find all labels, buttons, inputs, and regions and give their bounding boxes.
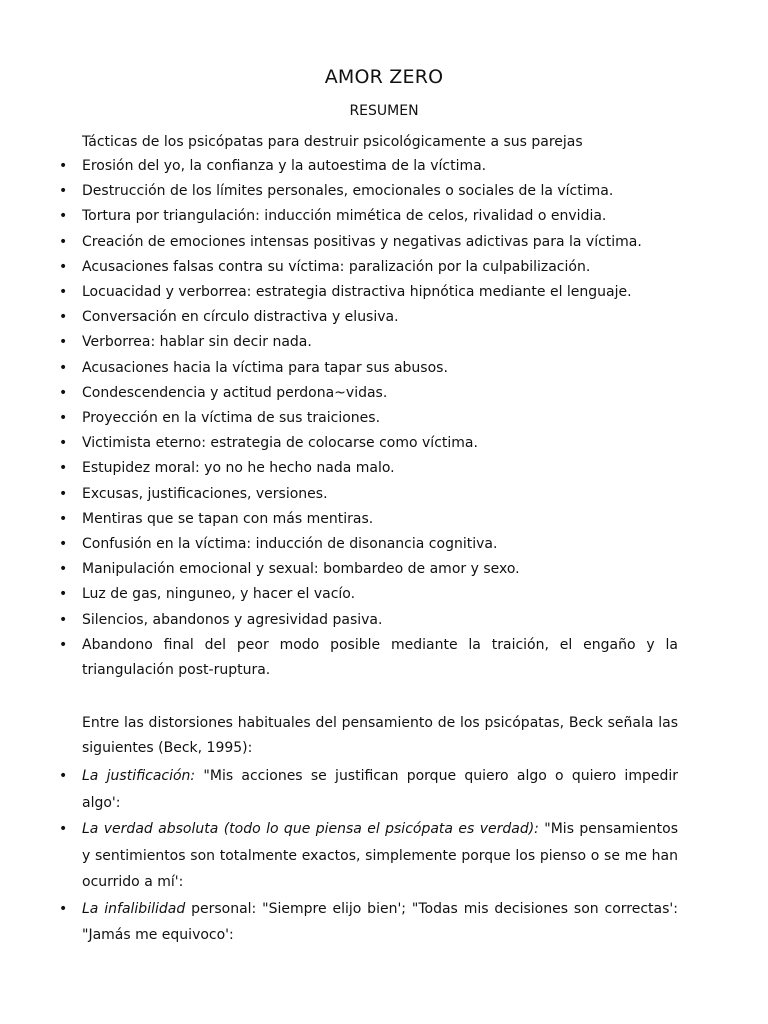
document-subtitle: RESUMEN <box>349 103 419 119</box>
list-item-text: Confusión en la víctima: inducción de disonancia cognitiva. <box>82 536 498 553</box>
list-item-text <box>82 763 678 816</box>
list-item-text: Conversación en círculo distractiva y elusiva. <box>82 309 399 326</box>
bullet-icon: • <box>59 183 68 200</box>
list-item-text: Destrucción de los límites personales, emocionales o sociales de la víctima. <box>82 183 614 200</box>
list-item-text: Condescendencia y actitud perdona~vidas. <box>82 384 388 401</box>
bullet-icon: • <box>59 334 68 351</box>
list-item <box>0 896 678 949</box>
item-description: "Mis pensamientos y sentimientos son totalmente exactos, simplemente porque los pienso o se me han ocurrido a mí': <box>82 821 678 890</box>
list-item-text: Excusas, justificaciones, versiones. <box>82 485 328 502</box>
list-item-text: Mentiras que se tapan con más mentiras. <box>82 510 374 527</box>
list-item-text: Abandono final del peor modo posible mediante la traición, el engaño y la triangulación post-ruptura. <box>82 636 678 679</box>
list-item-text: Luz de gas, ninguneo, y hacer el vacío. <box>82 586 356 603</box>
list-item <box>0 330 678 355</box>
italic-term: La verdad absoluta (todo lo que piensa el psicópata es verdad): <box>82 821 539 837</box>
bullet-icon: • <box>59 284 68 301</box>
bullet-icon: • <box>59 359 68 376</box>
bullet-icon: • <box>59 435 68 452</box>
list-item-text: Silencios, abandonos y agresividad pasiva. <box>82 611 383 628</box>
italic-term: La infalibilidad <box>82 900 186 917</box>
list-item <box>0 280 678 305</box>
list-item <box>0 532 678 557</box>
italic-term: La justificación: <box>82 768 196 784</box>
bullet-icon: • <box>59 636 68 653</box>
list-item-text: Victimista eterno: estrategia de colocarse como víctima. <box>82 435 478 452</box>
bullet-icon: • <box>59 208 68 225</box>
list-item <box>0 482 678 507</box>
bullet-icon: • <box>59 485 68 502</box>
list-item <box>0 381 678 406</box>
list-item <box>0 431 678 456</box>
bullet-icon: • <box>59 258 68 275</box>
bullet-icon: • <box>59 158 68 174</box>
list-item <box>0 763 678 816</box>
list-item <box>0 557 678 582</box>
bullet-icon: • <box>59 821 68 837</box>
list-item-text: Proyección en la víctima de sus traiciones. <box>82 410 381 427</box>
bullet-icon: • <box>59 510 68 527</box>
list-item <box>0 507 678 532</box>
list-item-text: Verborrea: hablar sin decir nada. <box>82 334 312 351</box>
bullet-icon: • <box>59 611 68 628</box>
item-description: personal: "Siempre elijo bien'; "Todas mis decisiones son correctas': "Jamás me equivoco': <box>82 900 678 943</box>
list-item <box>0 154 678 179</box>
list-item <box>0 608 678 633</box>
list-item-text: Erosión del yo, la confianza y la autoestima de la víctima. <box>82 158 487 174</box>
list-item-text: Manipulación emocional y sexual: bombardeo de amor y sexo. <box>82 561 520 578</box>
list-item <box>0 230 678 255</box>
list-item-text <box>82 896 678 949</box>
section1-heading: Tácticas de los psicópatas para destruir psicológicamente a sus parejas <box>82 134 583 150</box>
bullet-icon: • <box>59 384 68 401</box>
bullet-icon: • <box>59 768 68 784</box>
list-item <box>0 305 678 330</box>
list-item-text: Acusaciones hacia la víctima para tapar sus abusos. <box>82 359 448 376</box>
list-item <box>0 179 678 204</box>
bullet-icon: • <box>59 536 68 553</box>
list-item-text: Tortura por triangulación: inducción mimética de celos, rivalidad o envidia. <box>82 208 607 225</box>
section2-heading: Entre las distorsiones habituales del pensamiento de los psicópatas, Beck señala las siguientes (Beck, 1995): <box>82 715 678 756</box>
list-item <box>0 356 678 381</box>
bullet-icon: • <box>59 309 68 326</box>
bullet-icon: • <box>59 410 68 427</box>
document-title: AMOR ZERO <box>324 66 444 88</box>
list-item-text: Locuacidad y verborrea: estrategia distractiva hipnótica mediante el lenguaje. <box>82 284 632 301</box>
list-item-text <box>82 816 678 896</box>
tactics-list <box>0 154 768 683</box>
list-item-text: Acusaciones falsas contra su víctima: paralización por la culpabilización. <box>82 258 591 275</box>
item-description: "Mis acciones se justifican porque quiero algo o quiero impedir algo': <box>82 768 678 811</box>
bullet-icon: • <box>59 586 68 603</box>
list-item <box>0 582 678 607</box>
list-item <box>0 406 678 431</box>
list-item <box>0 633 678 683</box>
bullet-icon: • <box>59 460 68 477</box>
bullet-icon: • <box>59 900 68 917</box>
bullet-icon: • <box>59 233 68 250</box>
bullet-icon: • <box>59 561 68 578</box>
list-item-text: Creación de emociones intensas positivas y negativas adictivas para la víctima. <box>82 233 642 250</box>
list-item-text: Estupidez moral: yo no he hecho nada malo. <box>82 460 395 477</box>
list-item <box>0 456 678 481</box>
list-item <box>0 255 678 280</box>
list-item <box>0 816 678 896</box>
list-item <box>0 204 678 229</box>
distortions-list <box>0 763 768 949</box>
